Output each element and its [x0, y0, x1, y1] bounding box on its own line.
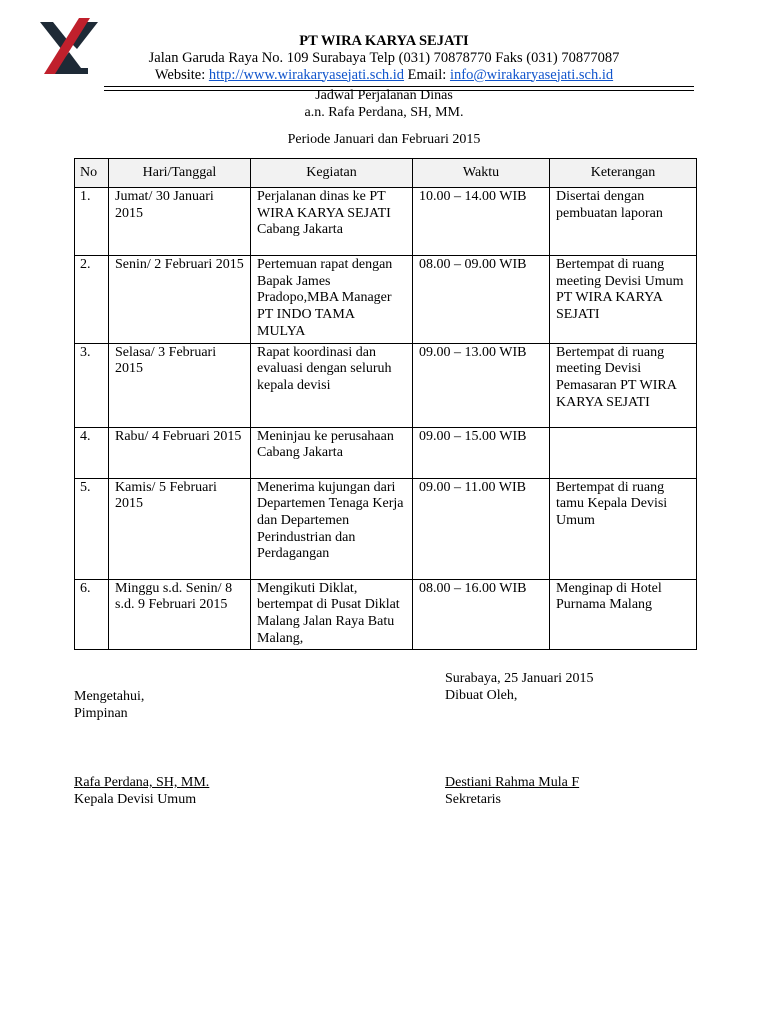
- table-row: [75, 579, 697, 650]
- signature-right-title: Sekretaris: [445, 792, 501, 807]
- signature-place-date: Surabaya, 25 Januari 2015: [445, 671, 594, 686]
- cell-time: 09.00 – 11.00 WIB: [413, 478, 550, 579]
- header-date: Hari/Tanggal: [109, 159, 251, 188]
- cell-time: 09.00 – 13.00 WIB: [413, 343, 550, 427]
- letterhead: [100, 33, 668, 83]
- header-activity: Kegiatan: [251, 159, 413, 188]
- cell-no: 5.: [75, 478, 109, 579]
- cell-date: Rabu/ 4 Februari 2015: [109, 427, 251, 478]
- cell-no: 6.: [75, 579, 109, 650]
- letterhead-rule-thick: [104, 86, 694, 87]
- table-row: [75, 188, 697, 256]
- cell-date: Minggu s.d. Senin/ 8 s.d. 9 Februari 2015: [109, 579, 251, 650]
- cell-activity: Perjalanan dinas ke PT WIRA KARYA SEJATI Cabang Jakarta: [251, 188, 413, 256]
- table-row: [75, 478, 697, 579]
- email-label: Email:: [404, 66, 450, 83]
- cell-activity: Meninjau ke perusahaan Cabang Jakarta: [251, 427, 413, 478]
- cell-time: 09.00 – 15.00 WIB: [413, 427, 550, 478]
- cell-time: 10.00 – 14.00 WIB: [413, 188, 550, 256]
- signature-right-name: Destiani Rahma Mula F: [445, 775, 580, 790]
- company-address: Jalan Garuda Raya No. 109 Surabaya Telp (031) 70878770 Faks (031) 70877087: [148, 50, 620, 66]
- cell-time: 08.00 – 09.00 WIB: [413, 256, 550, 344]
- contact-line: [100, 67, 668, 84]
- cell-no: 2.: [75, 256, 109, 344]
- signature-made-by-label: Dibuat Oleh,: [445, 688, 518, 703]
- cell-activity: Mengikuti Diklat, bertempat di Pusat Diklat Malang Jalan Raya Batu Malang,: [251, 579, 413, 650]
- schedule-table: [74, 158, 697, 650]
- cell-activity: Rapat koordinasi dan evaluasi dengan seluruh kepala devisi: [251, 343, 413, 427]
- cell-note: Menginap di Hotel Purnama Malang: [550, 579, 697, 650]
- company-logo: [38, 18, 100, 76]
- cell-time: 08.00 – 16.00 WIB: [413, 579, 550, 650]
- document-on-behalf: a.n. Rafa Perdana, SH, MM.: [304, 105, 464, 120]
- table-row: [75, 427, 697, 478]
- cell-date: Kamis/ 5 Februari 2015: [109, 478, 251, 579]
- cell-note: Bertempat di ruang meeting Devisi Umum PT WIRA KARYA SEJATI: [550, 256, 697, 344]
- cell-no: 4.: [75, 427, 109, 478]
- website-label: Website:: [154, 66, 209, 83]
- cell-date: Jumat/ 30 Januari 2015: [109, 188, 251, 256]
- document-period: Periode Januari dan Februari 2015: [287, 132, 481, 147]
- cell-note: Disertai dengan pembuatan laporan: [550, 188, 697, 256]
- header-time: Waktu: [413, 159, 550, 188]
- cell-date: Selasa/ 3 Februari 2015: [109, 343, 251, 427]
- signature-left-title: Kepala Devisi Umum: [74, 792, 197, 807]
- cell-no: 3.: [75, 343, 109, 427]
- cell-no: 1.: [75, 188, 109, 256]
- company-name: PT WIRA KARYA SEJATI: [299, 33, 469, 49]
- cell-date: Senin/ 2 Februari 2015: [109, 256, 251, 344]
- cell-note: [550, 427, 697, 478]
- table-row: [75, 256, 697, 344]
- cell-activity: Pertemuan rapat dengan Bapak James Pradopo,MBA Manager PT INDO TAMA MULYA: [251, 256, 413, 344]
- table-header-row: [75, 159, 697, 188]
- table-row: [75, 343, 697, 427]
- signature-acknowledged-label: Mengetahui,: [74, 689, 145, 704]
- header-note: Keterangan: [550, 159, 697, 188]
- signature-left-name: Rafa Perdana, SH, MM.: [74, 775, 210, 790]
- header-no: No: [75, 159, 109, 188]
- email-link[interactable]: info@wirakaryasejati.sch.id: [449, 66, 614, 83]
- document-title: Jadwal Perjalanan Dinas: [315, 88, 453, 103]
- cell-note: Bertempat di ruang tamu Kepala Devisi Umum: [550, 478, 697, 579]
- cell-note: Bertempat di ruang meeting Devisi Pemasaran PT WIRA KARYA SEJATI: [550, 343, 697, 427]
- cell-activity: Menerima kujungan dari Departemen Tenaga Kerja dan Departemen Perindustrian dan Perdagangan: [251, 478, 413, 579]
- signature-left-role: Pimpinan: [74, 706, 128, 721]
- website-link[interactable]: http://www.wirakaryasejati.sch.id: [208, 66, 405, 83]
